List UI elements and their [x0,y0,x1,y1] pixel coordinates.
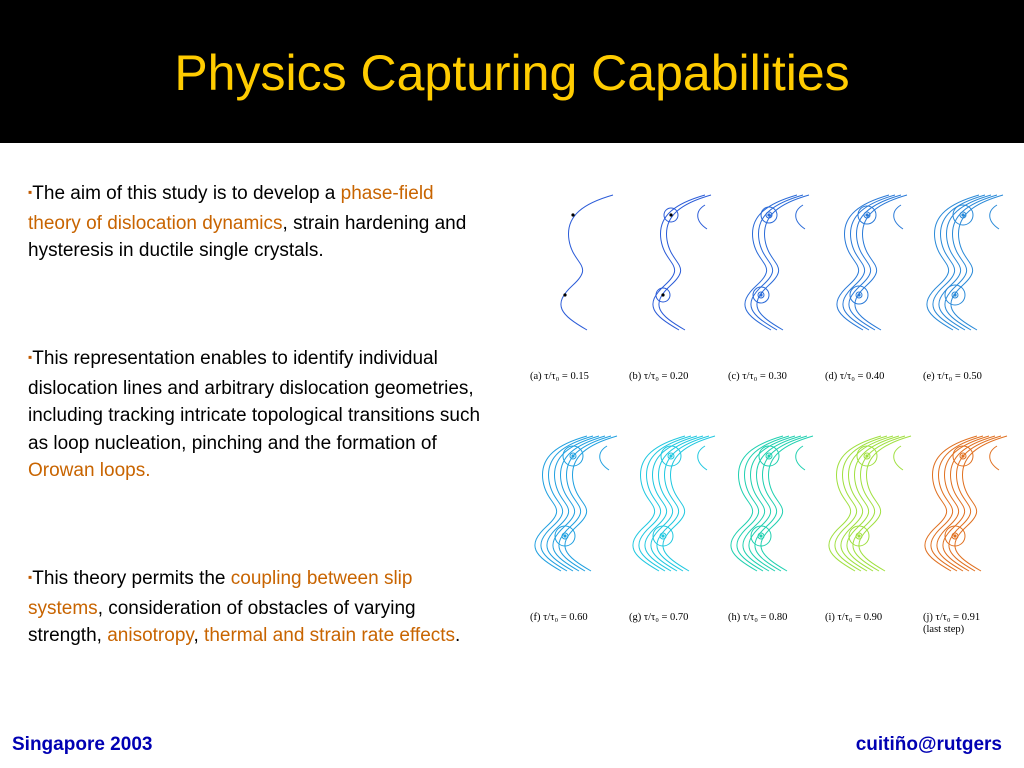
caption-c: (c) τ/τ₀ = 0.30 [728,371,787,382]
panel-j [925,436,1007,571]
caption-d: (d) τ/τ₀ = 0.40 [825,371,885,382]
paragraph-3-text: This theory permits the [32,568,231,589]
dislocation-arc [600,446,609,470]
panel-f [535,436,617,571]
obstacle-bottom [661,293,664,296]
dislocation-panels-svg [525,180,1015,640]
dislocation-arc [796,205,805,229]
paragraph-3 [28,565,484,650]
highlight-anisotropy: anisotropy [107,625,194,646]
caption-i: (i) τ/τ₀ = 0.90 [825,612,883,623]
obstacle-bottom [563,534,566,537]
obstacle-bottom [563,293,566,296]
obstacle-top [961,454,964,457]
obstacle-top [669,454,672,457]
paragraph-1-text-end: , strain hardening and hysteresis in ductile single crystals. [28,212,467,261]
obstacle-bottom [857,534,860,537]
obstacle-top [669,213,672,216]
panel-i [829,436,911,571]
dislocation-line [561,195,613,330]
paragraph-1 [28,180,484,265]
caption-b: (b) τ/τ₀ = 0.20 [629,371,689,382]
obstacle-top [571,213,574,216]
caption-last-step: (last step) [923,624,965,635]
caption-j: (j) τ/τ₀ = 0.91 [923,612,981,623]
bullet-icon: ▪ [28,185,33,199]
obstacle-top [865,454,868,457]
dislocation-arc [990,205,999,229]
highlight-phase-field: phase-field theory of dislocation dynamics [28,183,434,234]
paragraph-2-text: This representation enables to identify individual dislocation lines and arbitrary dislocation geometries, including tracking intricate topological transitions such as loop nucleation, pinching and the formation of [28,348,481,454]
title-bar [0,0,1024,143]
panel-c [745,195,809,330]
dislocation-arc [894,205,903,229]
dislocation-arc [698,205,707,229]
obstacle-bottom [953,293,956,296]
obstacle-top [961,213,964,216]
footer-author: cuitiño@rutgers [855,734,1002,755]
dislocation-arc [894,446,903,470]
panel-g [633,436,715,571]
dislocation-arc [796,446,805,470]
obstacle-bottom [857,293,860,296]
obstacle-bottom [661,534,664,537]
highlight-coupling: coupling between slip systems [28,568,413,619]
obstacle-bottom [953,534,956,537]
bullet-icon: ▪ [28,570,33,584]
paragraph-1-text: The aim of this study is to develop a [32,183,341,204]
dislocation-arc [698,446,707,470]
bullet-icon: ▪ [28,350,33,364]
obstacle-top [571,454,574,457]
obstacle-bottom [759,293,762,296]
paragraph-2 [28,345,484,485]
caption-f: (f) τ/τ₀ = 0.60 [530,612,588,623]
paragraph-3-text-mid: , consideration of obstacles of varying strength, [28,597,416,646]
paragraph-3-period: . [455,625,461,646]
panel-h [731,436,813,571]
obstacle-top [767,454,770,457]
caption-e: (e) τ/τ₀ = 0.50 [923,371,982,382]
dislocation-arc [990,446,999,470]
caption-g: (g) τ/τ₀ = 0.70 [629,612,689,623]
panel-b [653,195,711,330]
obstacle-top [865,213,868,216]
paragraph-3-comma: , [193,625,205,646]
panel-a [561,195,613,330]
highlight-orowan-loops: Orowan loops. [28,460,151,481]
panel-d [837,195,907,330]
highlight-thermal: thermal and strain rate effects [204,625,456,646]
obstacle-top [767,213,770,216]
footer-location: Singapore 2003 [12,734,153,755]
dislocation-figure [525,180,1015,640]
caption-h: (h) τ/τ₀ = 0.80 [728,612,788,623]
caption-a: (a) τ/τ₀ = 0.15 [530,371,589,382]
obstacle-bottom [759,534,762,537]
panel-e [927,195,1003,330]
slide-title: Physics Capturing Capabilities [174,45,850,101]
